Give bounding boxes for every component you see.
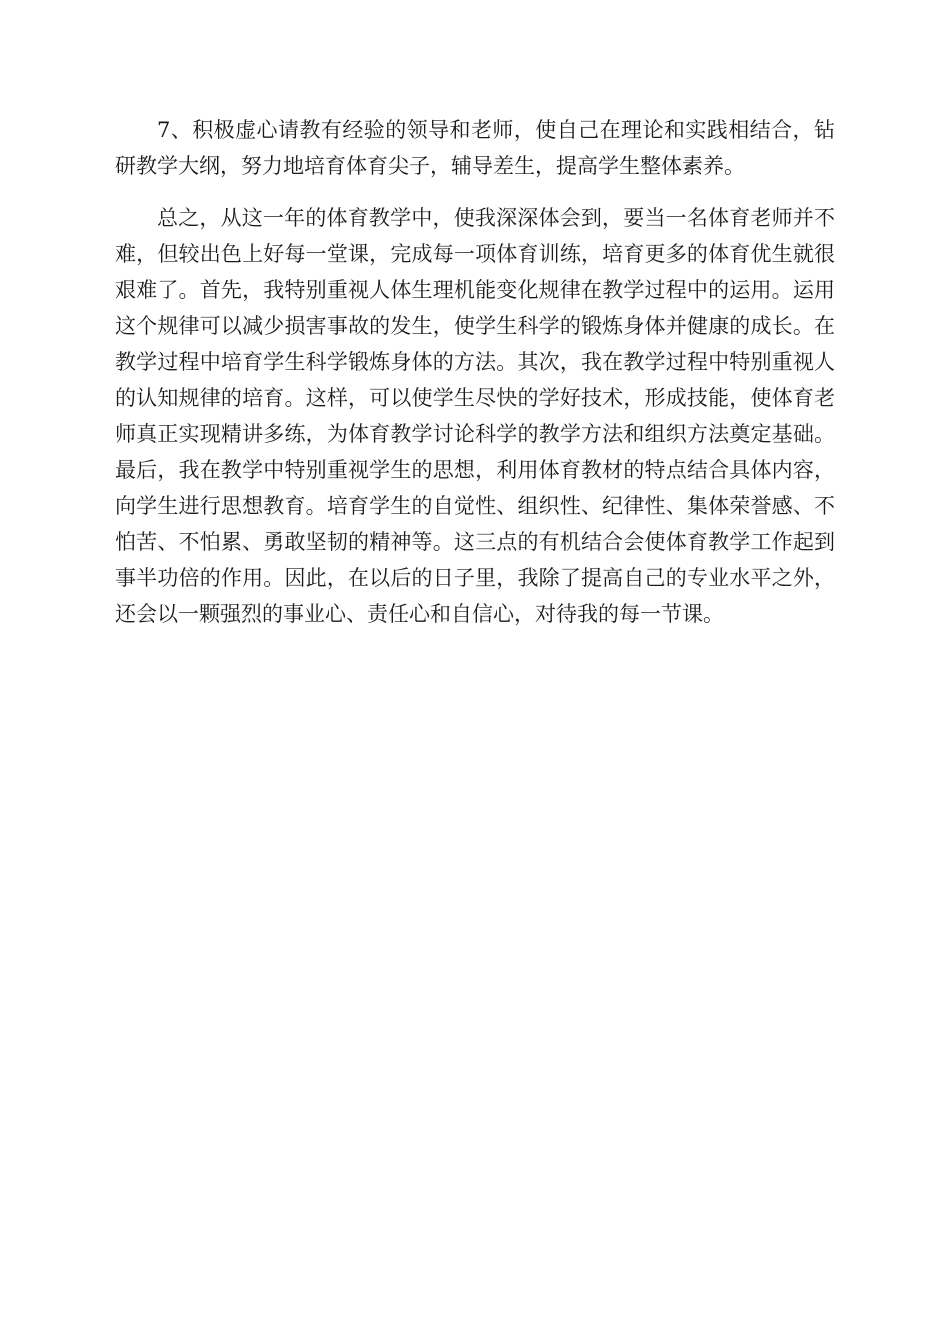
document-body [115, 112, 835, 632]
paragraph-item-7: 7、积极虚心请教有经验的领导和老师，使自己在理论和实践相结合，钻研教学大纲，努力地培育体育尖子，辅导差生，提高学生整体素养。 [115, 118, 835, 178]
paragraph-conclusion: 总之，从这一年的体育教学中，使我深深体会到，要当一名体育老师并不难，但较出色上好每一堂课，完成每一项体育训练，培育更多的体育优生就很艰难了。首先，我特别重视人体生理机能变化规律在教学过程中的运用。运用这个规律可以减少损害事故的发生，使学生科学的锻炼身体并健康的成长。在教学过程中培育学生科学锻炼身体的方法。其次，我在教学过程中特别重视人的认知规律的培育。这样，可以使学生尽快的学好技术，形成技能，使体育老师真正实现精讲多练，为体育教学讨论科学的教学方法和组织方法奠定基础。最后，我在教学中特别重视学生的思想，利用体育教材的特点结合具体内容，向学生进行思想教育。培育学生的自觉性、组织性、纪律性、集体荣誉感、不怕苦、不怕累、勇敢坚韧的精神等。这三点的有机结合会使体育教学工作起到事半功倍的作用。因此，在以后的日子里，我除了提高自己的专业水平之外，还会以一颗强烈的事业心、责任心和自信心，对待我的每一节课。 [115, 206, 835, 626]
